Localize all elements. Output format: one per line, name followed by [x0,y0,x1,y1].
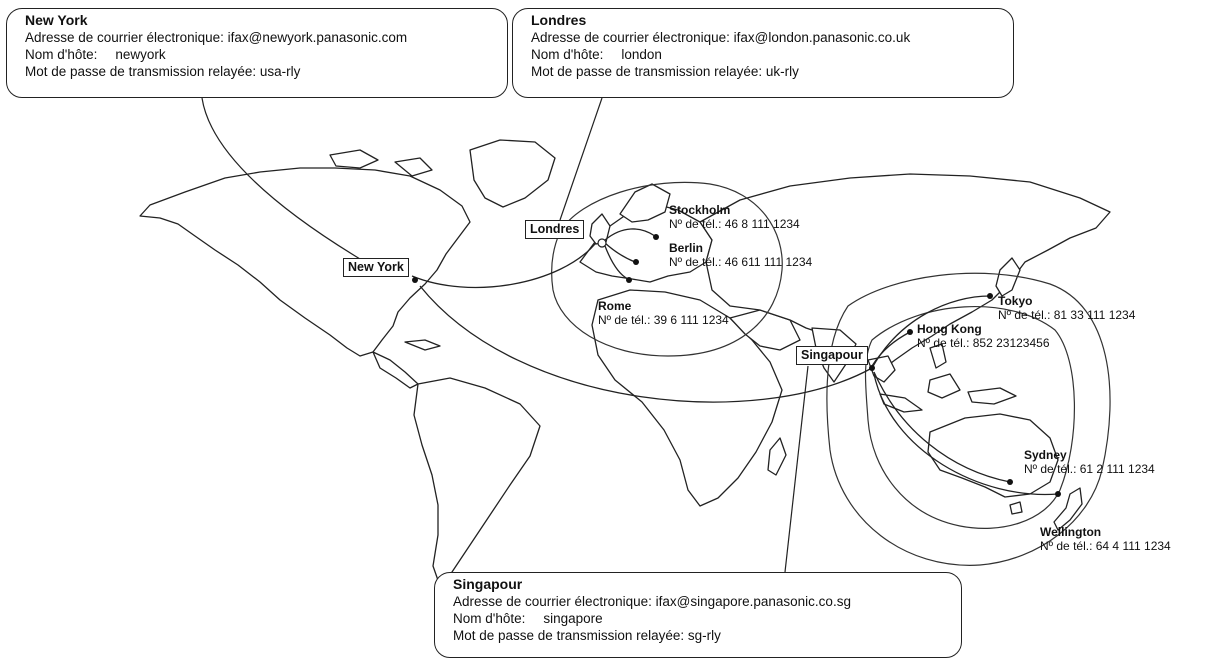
callout-title: Singapour [453,576,523,592]
city-tel: 61 2 111 1234 [1079,462,1155,476]
city-berlin [669,241,812,269]
city-name: Rome [598,299,632,313]
island-tasmania [1010,502,1022,514]
relay-value: sg-rly [687,628,721,643]
tel-prefix: Nº de tél.: [669,217,722,231]
island-caribbean [405,340,440,350]
tel-prefix: Nº de tél.: [669,255,722,269]
island-greenland [470,140,555,207]
city-wellington [1040,525,1171,553]
host-value: london [621,47,662,62]
city-sydney [1024,448,1155,476]
relay-value: usa-rly [259,64,301,79]
email-value: ifax@newyork.panasonic.com [227,30,408,45]
relay-value: uk-rly [765,64,799,79]
dot-rome [626,277,632,283]
tel-prefix: Nº de tél.: [598,313,651,327]
host-value: singapore [543,611,603,626]
dot-hongkong [907,329,913,335]
city-name: Berlin [669,241,704,255]
continent-south-america [414,378,540,586]
callout-londres [512,8,1014,98]
email-label: Adresse de courrier électronique: [531,30,730,45]
leader-singapour [785,366,808,572]
city-tel: 46 8 111 1234 [724,217,800,231]
city-tel: 852 23123456 [972,336,1050,350]
city-name: Wellington [1040,525,1102,539]
tel-prefix: Nº de tél.: [1024,462,1077,476]
relay-label: Mot de passe de transmission relayée: [453,628,685,643]
relay-label: Mot de passe de transmission relayée: [25,64,257,79]
email-label: Adresse de courrier électronique: [25,30,224,45]
email-label: Adresse de courrier électronique: [453,594,652,609]
tel-prefix: Nº de tél.: [1040,539,1093,553]
island-madagascar [768,438,786,475]
dot-berlin [633,259,639,265]
continent-central-america [373,352,418,388]
city-name: Sydney [1024,448,1067,462]
city-name: Stockholm [669,203,731,217]
city-tokyo [998,294,1135,322]
continent-north-america [140,168,470,356]
island-indonesia-2 [928,374,960,398]
city-tel: 64 4 111 1234 [1095,539,1171,553]
dot-wellington [1055,491,1061,497]
dot-tokyo [987,293,993,299]
island-arctic-2 [395,158,432,176]
dot-londres [598,239,606,247]
island-arctic [330,150,378,168]
dot-newyork [412,277,418,283]
callout-newyork [6,8,508,98]
host-value: newyork [115,47,166,62]
city-hongkong [917,322,1050,350]
dot-sydney [1007,479,1013,485]
callout-title: Londres [531,12,587,28]
city-stockholm [669,203,800,231]
island-indonesia-3 [968,388,1016,404]
hub-label-newyork: New York [343,258,409,277]
island-indonesia-1 [880,394,922,412]
city-tel: 39 6 111 1234 [653,313,729,327]
email-value: ifax@singapore.panasonic.co.sg [655,594,851,609]
tel-prefix: Nº de tél.: [998,308,1051,322]
tel-prefix: Nº de tél.: [917,336,970,350]
relay-label: Mot de passe de transmission relayée: [531,64,763,79]
callout-title: New York [25,12,88,28]
hub-label-singapour: Singapour [796,346,868,365]
dot-singapour [869,365,875,371]
host-label: Nom d'hôte: [453,611,526,626]
city-name: Tokyo [998,294,1033,308]
host-label: Nom d'hôte: [531,47,604,62]
city-name: Hong Kong [917,322,982,336]
callout-singapour [434,572,962,658]
city-tel: 46 611 111 1234 [724,255,813,269]
email-value: ifax@london.panasonic.co.uk [733,30,911,45]
hub-label-londres: Londres [525,220,584,239]
host-label: Nom d'hôte: [25,47,98,62]
dot-stockholm [653,234,659,240]
city-rome [598,299,729,327]
city-tel: 81 33 111 1234 [1053,308,1136,322]
